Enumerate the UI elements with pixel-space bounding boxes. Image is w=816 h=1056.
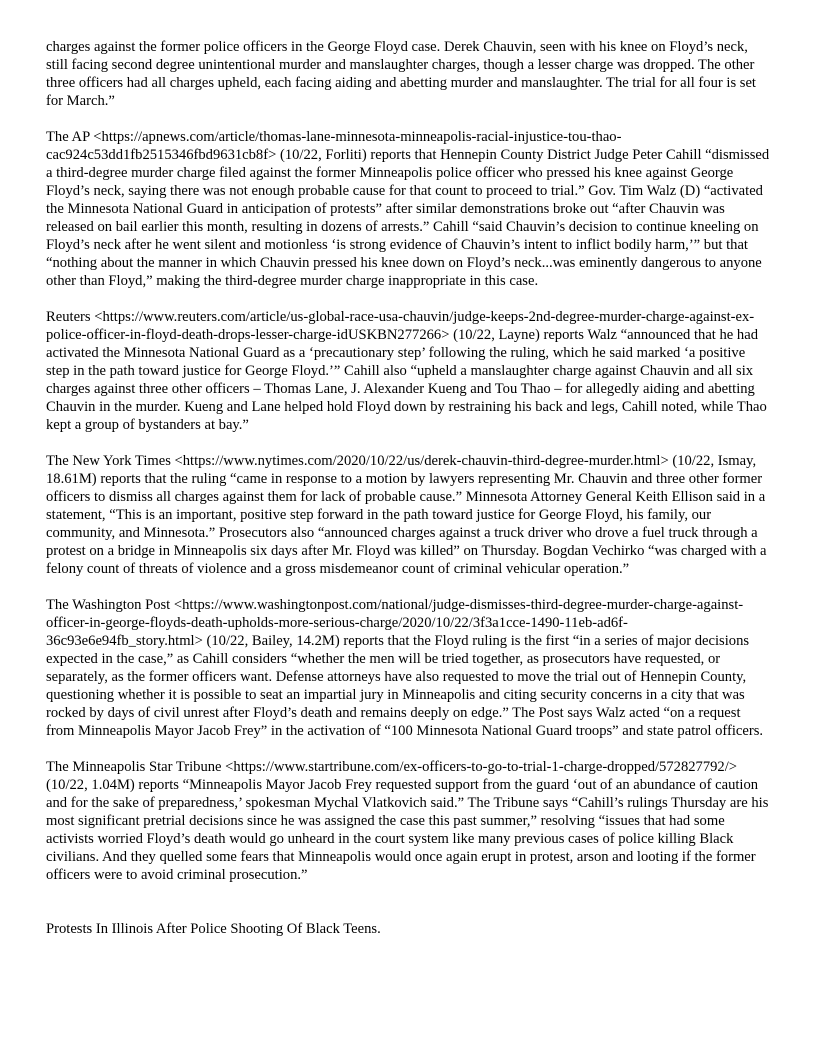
paragraph-reuters-report: Reuters <https://www.reuters.com/article/us-global-race-usa-chauvin/judge-keeps-2nd-degree-murder-charge-against-ex-police-officer-in-floyd-death-drops-lesser-charge-idUSKBN277266> (10/22, Layne) reports Walz “announced that he had activated the Minnesota National Guard as a ‘precautionary step’ following the ruling, which he said marked ‘a positive step in the path toward justice for George Floyd.’” Cahill also “upheld a manslaughter charge against Chauvin and all six charges against three other officers – Thomas Lane, J. Alexander Kueng and Tou Thao – for allegedly aiding and abetting Chauvin in the murder. Kueng and Lane helped hold Floyd down by restraining his back and legs, Cahill noted, while Thao kept a group of bystanders at bay.” — [46, 309, 767, 433]
paragraph-intro-continuation: charges against the former police officers in the George Floyd case. Derek Chauvin, seen with his knee on Floyd’s neck, still facing second degree unintentional murder and manslaughter charges, though a lesser charge was dropped. The other three officers had all charges upheld, each facing aiding and abetting murder and manslaughter. The trial for all four is set for March.” — [46, 39, 756, 109]
paragraph-star-tribune-report: The Minneapolis Star Tribune <https://www.startribune.com/ex-officers-to-go-to-trial-1-charge-dropped/572827792/> (10/22, 1.04M) reports “Minneapolis Mayor Jacob Frey requested support from the guard ‘out of an abundance of caution and for the sake of preparedness,’ spokesman Mychal Vlatkovich said.” The Tribune says “Cahill’s rulings Thursday are his most significant pretrial decisions since he was assigned the case this past summer,” resolving “issues that had some activists worried Floyd’s death would go unheard in the court system like many previous cases of police killing Black civilians. And they quelled some fears that Minneapolis would once again erupt in protest, arson and looting if the former officers were to avoid criminal prosecution.” — [46, 759, 769, 883]
document-page — [46, 38, 772, 956]
section-heading-illinois-protests: Protests In Illinois After Police Shooting Of Black Teens. — [46, 921, 381, 937]
paragraph-nytimes-report: The New York Times <https://www.nytimes.com/2020/10/22/us/derek-chauvin-third-degree-murder.html> (10/22, Ismay, 18.61M) reports that the ruling “came in response to a motion by lawyers representing Mr. Chauvin and three other former officers to dismiss all charges against them for lack of probable cause.” Minnesota Attorney General Keith Ellison said in a statement, “This is an important, positive step forward in the path toward justice for George Floyd, his family, our community, and Minnesota.” Prosecutors also “announced charges against a truck driver who drove a fuel truck through a protest on a bridge in Minneapolis six days after Mr. Floyd was killed” on Thursday. Bogdan Vechirko “was charged with a felony count of threats of violence and a gross misdemeanor count of criminal vehicular operation.” — [46, 453, 767, 577]
paragraph-washington-post-report: The Washington Post <https://www.washingtonpost.com/national/judge-dismisses-third-degree-murder-charge-against-officer-in-george-floyds-death-upholds-more-serious-charge/2020/10/22/3f3a1cce-1490-11eb-ad6f-36c93e6e94fb_story.html> (10/22, Bailey, 14.2M) reports that the Floyd ruling is the first “in a series of major decisions expected in the case,” as Cahill considers “whether the men will be tried together, as prosecutors have requested, or separately, as the former officers want. Defense attorneys have also requested to move the trial out of Hennepin County, questioning whether it is possible to seat an impartial jury in Minneapolis and citing security concerns in a city that was rocked by days of civil unrest after Floyd’s death and remains deeply on edge.” The Post says Walz acted “on a request from Minneapolis Mayor Jacob Frey” in the activation of “100 Minnesota National Guard troops” and state patrol officers. — [46, 597, 764, 739]
paragraph-ap-report: The AP <https://apnews.com/article/thomas-lane-minnesota-minneapolis-racial-injustice-tou-thao-cac924c53dd1fb2515346fbd9631cb8f> (10/22, Forliti) reports that Hennepin County District Judge Peter Cahill “dismissed a third-degree murder charge filed against the former Minneapolis police officer who pressed his knee against George Floyd’s neck, saying there was not enough probable cause for that count to proceed to trial.” Gov. Tim Walz (D) “activated the Minnesota National Guard in anticipation of protests” after similar demonstrations broke out “after Chauvin was released on bail earlier this month, resulting in dozens of arrests.” Cahill “said Chauvin’s decision to continue kneeling on Floyd’s neck after he went silent and motionless ‘is strong evidence of Chauvin’s intent to inflict bodily harm,’” but that “nothing about the manner in which Chauvin pressed his knee down on Floyd’s neck...was eminently dangerous to anyone other than Floyd,” making the third-degree murder charge inappropriate in this case. — [46, 129, 770, 289]
